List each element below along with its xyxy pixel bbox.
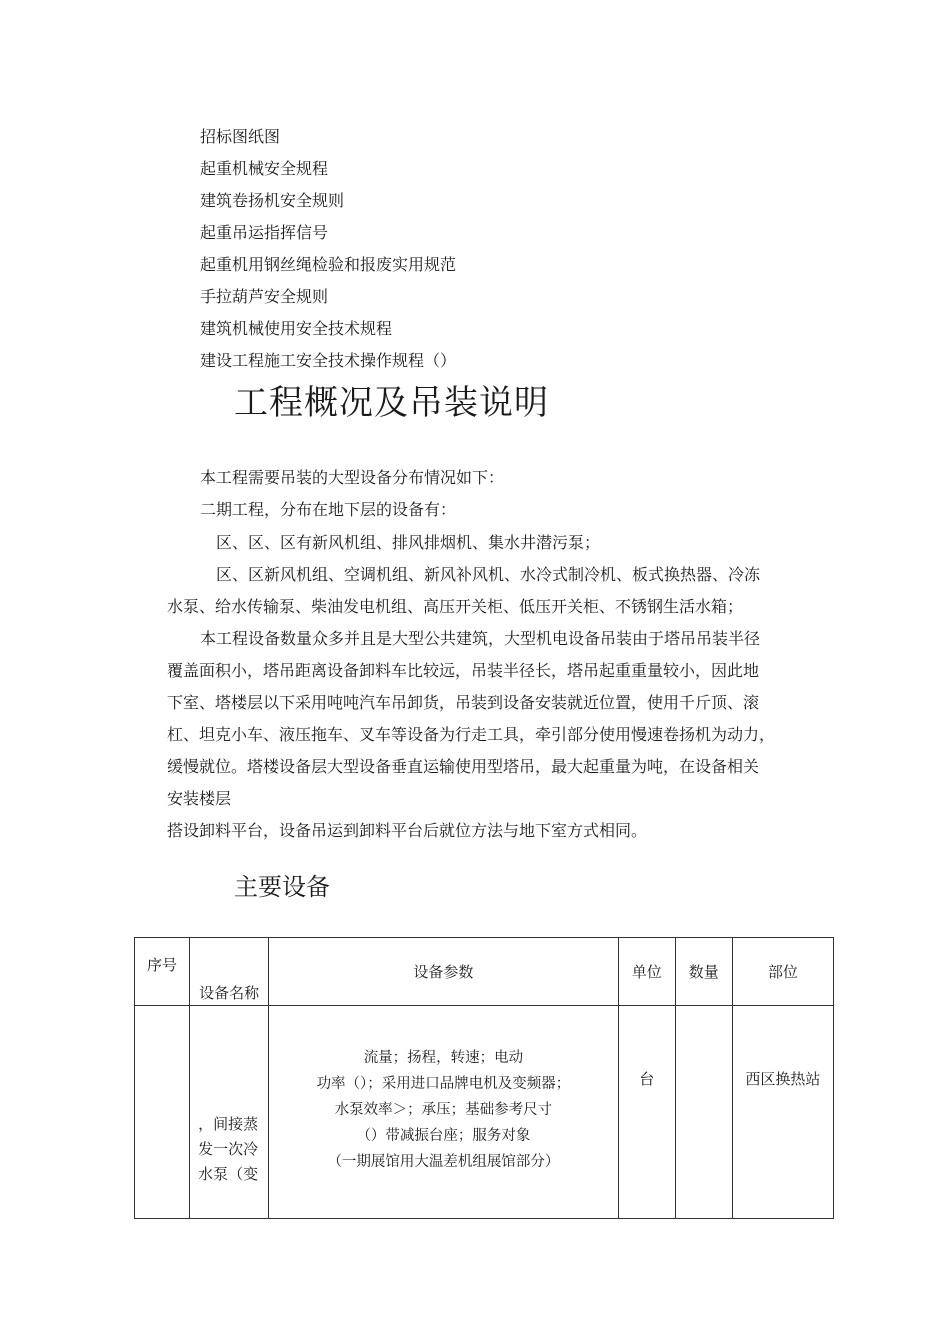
- table-header-row: [135, 938, 834, 1006]
- header-seq: 序号: [135, 938, 190, 1006]
- cell-name: [190, 1006, 269, 1219]
- header-qty: 数量: [675, 938, 732, 1006]
- reference-item: 起重吊运指挥信号: [200, 223, 329, 242]
- param-line: （一期展馆用大温差机组展馆部分）: [327, 1154, 560, 1170]
- name-line: ，间接蒸: [198, 1115, 259, 1133]
- paragraph-line: 下室、塔楼层以下采用吨吨汽车吊卸货，吊装到设备安装就近位置，使用千斤顶、滚: [167, 693, 760, 712]
- cell-unit: 台: [618, 1006, 675, 1219]
- table-row: [135, 1006, 834, 1219]
- param-line: 流量；扬程，转速；电动: [363, 1050, 524, 1066]
- cell-params: [269, 1006, 619, 1219]
- header-params: 设备参数: [269, 938, 619, 1006]
- reference-item: 手拉葫芦安全规则: [200, 287, 329, 306]
- paragraph-line: 搭设卸料平台，设备吊运到卸料平台后就位方法与地下室方式相同。: [167, 821, 648, 840]
- equipment-table: [134, 937, 834, 1219]
- paragraph-line: 区、区新风机组、空调机组、新风补风机、水冷式制冷机、板式换热器、冷冻: [216, 565, 761, 584]
- paragraph-line: 缓慢就位。塔楼设备层大型设备垂直运输使用型塔吊，最大起重量为吨，在设备相关: [167, 757, 760, 776]
- paragraph-line: 覆盖面积小，塔吊距离设备卸料车比较远，吊装半径长，塔吊起重重量较小，因此地: [167, 661, 760, 680]
- cell-location: 西区换热站: [732, 1006, 833, 1219]
- paragraph-line: 安装楼层: [167, 789, 232, 808]
- paragraph-line: 水泵、给水传输泵、柴油发电机组、高压开关柜、低压开关柜、不锈钢生活水箱；: [167, 597, 744, 616]
- param-line: 水泵效率＞；承压；基础参考尺寸: [334, 1102, 553, 1118]
- param-line: （）带减振台座；服务对象: [356, 1128, 531, 1144]
- header-name: 设备名称: [190, 938, 269, 1006]
- name-line: 发一次冷: [198, 1140, 259, 1158]
- cell-qty: [675, 1006, 732, 1219]
- section-title-overview: 工程概况及吊装说明: [234, 383, 549, 423]
- header-unit: 单位: [618, 938, 675, 1006]
- reference-item: 起重机用钢丝绳检验和报废实用规范: [200, 255, 457, 274]
- paragraph-line: 杠、坦克小车、液压拖车、叉车等设备为行走工具，牵引部分使用慢速卷扬机为动力，: [167, 725, 776, 744]
- paragraph-line: 区、区、区有新风机组、排风排烟机、集水井潜污泵；: [216, 533, 601, 552]
- cell-seq: [135, 1006, 190, 1219]
- paragraph-line: 本工程设备数量众多并且是大型公共建筑，大型机电设备吊装由于塔吊吊装半径: [200, 629, 761, 648]
- paragraph-line: 二期工程，分布在地下层的设备有：: [200, 500, 457, 519]
- reference-item: 建筑卷扬机安全规则: [200, 191, 345, 210]
- section-title-equipment: 主要设备: [234, 873, 330, 901]
- name-line: 水泵（变: [198, 1165, 259, 1183]
- reference-item: 招标图纸图: [200, 127, 281, 146]
- reference-item: 起重机械安全规程: [200, 159, 329, 178]
- header-location: 部位: [732, 938, 833, 1006]
- reference-item: 建设工程施工安全技术操作规程（）: [200, 351, 457, 370]
- param-line: 功率（）；采用进口品牌电机及变频器；: [316, 1076, 571, 1092]
- reference-item: 建筑机械使用安全技术规程: [200, 319, 393, 338]
- paragraph-line: 本工程需要吊装的大型设备分布情况如下：: [200, 468, 505, 487]
